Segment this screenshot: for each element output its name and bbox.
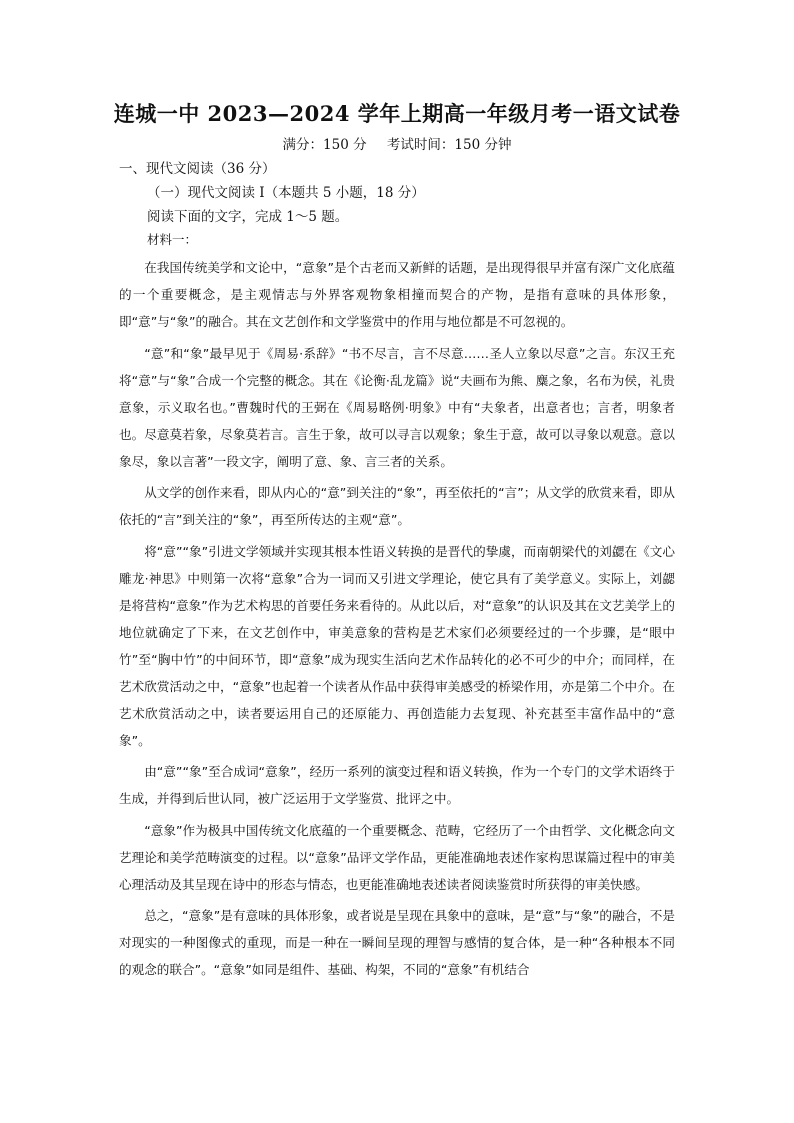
- exam-info: [0, 133, 794, 153]
- paragraph: 总之，“意象”是有意味的具体形象，或者说是呈现在具象中的意味，是“意”与“象”的融合，不是对现实的一种图像式的重现，而是一种在一瞬间呈现的理智与感情的复合体，是一种“各种根本不同的观念的联合”。“意象”如同是组件、基础、构架，不同的“意象”有机结合: [119, 908, 675, 977]
- reading-passage: [119, 254, 675, 988]
- paragraph: “意象”作为极具中国传统文化底蕴的一个重要概念、范畴，它经历了一个由哲学、文化概念向文艺理论和美学范畴演变的过程。以“意象”品评文学作品，更能准确地表述作家构思谋篇过程中的审美心理活动及其呈现在诗中的形态与情态，也更能准确地表述读者阅读鉴赏时所获得的审美快感。: [119, 822, 675, 892]
- section-heading: 一、现代文阅读（36 分）: [119, 161, 276, 177]
- paragraph: 由“意”“象”至合成词“意象”，经历一系列的演变过程和语义转换，作为一个专门的文学术语终于生成，并得到后世认同，被广泛运用于文学鉴赏、批评之中。: [119, 764, 675, 806]
- paragraph: 将“意”“象”引进文学领域并实现其根本性语义转换的是晋代的挚虞，而南朝梁代的刘勰在《文心雕龙·神思》中则第一次将“意象”合为一词而又引进文学理论，使它具有了美学意义。实际上，刘勰是将营构“意象”作为艺术构思的首要任务来看待的。从此以后，对“意象”的认识及其在文艺美学上的地位就确定了下来，在文艺创作中，审美意象的营构是艺术家们必须要经过的一个步骤，是“眼中竹”至“胸中竹”的中间环节，即“意象”成为现实生活向艺术作品转化的必不可少的中介；而同样，在艺术欣赏活动之中，“意象”也起着一个读者从作品中获得审美感受的桥梁作用，亦是第二个中介。在艺术欣赏活动之中，读者要运用自己的还原能力、再创造能力去复现、补充甚至丰富作品中的“意象”。: [119, 543, 675, 748]
- paragraph: 从文学的创作来看，即从内心的“意”到关注的“象”，再至依托的“言”；从文学的欣赏来看，即从依托的“言”到关注的“象”，再至所传达的主观“意”。: [119, 485, 675, 527]
- full-score-label: 满分：150 分: [282, 137, 367, 153]
- exam-time-label: 考试时间：150 分钟: [386, 137, 512, 153]
- material-label: 材料一：: [147, 232, 198, 247]
- paragraph: “意”和“象”最早见于《周易·系辞》“书不尽言，言不尽意……圣人立象以尽意”之言。东汉王充将“意”与“象”合成一个完整的概念。其在《论衡·乱龙篇》说“夫画布为熊、麋之象，名布为侯，礼贵意象，示义取名也。”曹魏时代的王弼在《周易略例·明象》中有“夫象者，出意者也；言者，明象者也。尽意莫若象，尽象莫若言。言生于象，故可以寻言以观象；象生于意，故可以寻象以观意。意以象尽，象以言著”一段文字，阐明了意、象、言三者的关系。: [119, 345, 675, 469]
- paragraph: 在我国传统美学和文论中，“意象”是个古老而又新鲜的话题，是出现得很早并富有深广文化底蕴的一个重要概念，是主观情志与外界客观物象相撞而契合的产物，是指有意味的具体形象，即“意”与“象”的融合。其在文艺创作和文学鉴赏中的作用与地位都是不可忽视的。: [119, 260, 675, 329]
- exam-title: 连城一中 2023—2024 学年上期高一年级月考一语文试卷: [113, 101, 681, 126]
- reading-instruction: 阅读下面的文字，完成 1～5 题。: [147, 209, 349, 225]
- subsection-heading: （一）现代文阅读 I（本题共 5 小题，18 分）: [147, 185, 425, 201]
